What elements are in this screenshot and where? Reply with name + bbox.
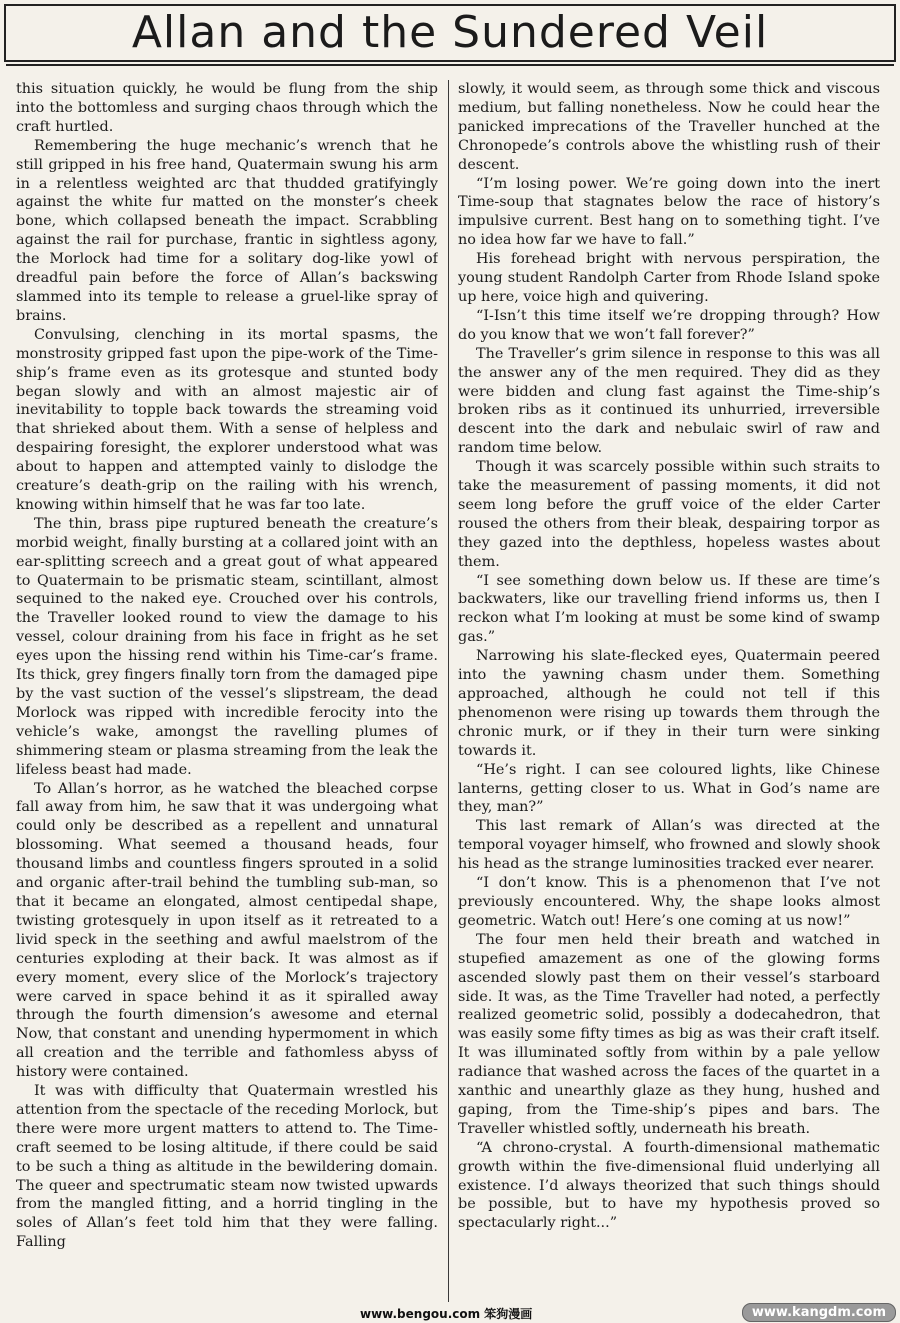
- right-column: [458, 80, 880, 1302]
- page-title: Allan and the Sundered Veil: [4, 4, 896, 62]
- paragraph: To Allan’s horror, as he watched the bleached corpse fall away from him, he saw that it was undergoing what could only be described as a repellent and unnatural blossoming. What seemed a thousand heads, four thousand limbs and countless fingers sprouted in a solid and organic after-trail behind the tumbling sub-man, so that it became an elongated, almost centipedal shape, twisting grotesquely in upon itself as it retreated to a livid speck in the seething and awful maelstrom of the centuries exploding at their back. It was almost as if every moment, every slice of the Morlock’s trajectory were carved in space behind it as it spiralled away through the fourth dimension’s awesome and eternal Now, that constant and unending hypermoment in which all creation and the terrible and fathomless abyss of history were contained.: [16, 780, 438, 1081]
- watermark-badge: www.kangdm.com: [742, 1303, 896, 1322]
- footer: [0, 1303, 900, 1323]
- column-divider: [448, 80, 449, 1302]
- paragraph: The Traveller’s grim silence in response to this was all the answer any of the men required. They did as they were bidden and clung fast against the Time-ship’s broken ribs as it continued its unhurried, irreversible descent into the dark and nebulaic swirl of raw and random time below.: [458, 345, 880, 457]
- paragraph: “I see something down below us. If these are time’s backwaters, like our travelling friend informs us, then I reckon what I’m looking at must be some kind of swamp gas.”: [458, 572, 880, 646]
- paragraph: The four men held their breath and watched in stupefied amazement as one of the glowing forms ascended slowly past them on their vessel’s starboard side. It was, as the Time Traveller had noted, a perfectly realized geometric solid, possibly a dodecahedron, that was easily some fifty times as big as was their craft itself. It was illuminated softly from within by a pale yellow radiance that washed across the faces of the quartet in a xanthic and unearthly glaze as they hung, hushed and gaping, from the Time-ship’s pipes and bars. The Traveller whistled softly, underneath his breath.: [458, 931, 880, 1137]
- paragraph: Convulsing, clenching in its mortal spasms, the monstrosity gripped fast upon the pipe-work of the Time-ship’s frame even as its grotesque and stunted body began slowly and with an almost majestic air of inevitability to topple back towards the streaming void that shrieked about them. With a sense of helpless and despairing foresight, the explorer understood what was about to happen and attempted vainly to dislodge the creature’s death-grip on the railing with his wrench, knowing within himself that he was far too late.: [16, 326, 438, 513]
- paragraph: Narrowing his slate-flecked eyes, Quatermain peered into the yawning chasm under them. Something approached, although he could not tell if this phenomenon were rising up towards them through the chronic murk, or if they in their turn were sinking towards it.: [458, 648, 880, 759]
- paragraph: “A chrono-crystal. A fourth-dimensional mathematic growth within the five-dimensional fluid underlying all existence. I’d always theorized that such things should be possible, but to have my hypothesis proved so spectacularly right...”: [458, 1139, 880, 1232]
- paragraph: His forehead bright with nervous perspiration, the young student Randolph Carter from Rhode Island spoke up here, voice high and quivering.: [458, 251, 880, 305]
- paragraph: This last remark of Allan’s was directed at the temporal voyager himself, who frowned and slowly shook his head as the strange luminosities tracked ever nearer.: [458, 818, 880, 873]
- paragraph: this situation quickly, he would be flung from the ship into the bottomless and surging chaos through which the craft hurtled.: [16, 81, 438, 135]
- footer-site-link[interactable]: www.bengou.com 笨狗漫画: [360, 1307, 533, 1321]
- paragraph: “I don’t know. This is a phenomenon that I’ve not previously encountered. Why, the shape looks almost geometric. Watch out! Here’s one coming at us now!”: [458, 875, 880, 929]
- paragraph: “I-Isn’t this time itself we’re dropping through? How do you know that we won’t fall forever?”: [458, 307, 880, 343]
- paragraph: Remembering the huge mechanic’s wrench that he still gripped in his free hand, Quatermain swung his arm in a relentless weighted arc that thudded gratifyingly against the white fur matted on the monster’s cheek bone, which collapsed beneath the impact. Scrabbling against the rail for purchase, frantic in sightless agony, the Morlock had time for a solitary dog-like yowl of dreadful pain before the force of Allan’s backswing slammed into its temple to release a gruel-like spray of brains.: [16, 137, 438, 324]
- paragraph: Though it was scarcely possible within such straits to take the measurement of passing moments, it did not seem long before the gruff voice of the elder Carter roused the others from their bleak, despairing torpor as they gazed into the depthless, hopeless wastes about them.: [458, 459, 880, 570]
- paragraph: It was with difficulty that Quatermain wrestled his attention from the spectacle of the receding Morlock, but there were more urgent matters to attend to. The Time-craft seemed to be losing altitude, if there could be said to be such a thing as altitude in the bewildering domain. The queer and spectrumatic steam now twisted upwards from the mangled fitting, and a horrid tingling in the soles of Allan’s feet told him that they were falling. Falling: [16, 1083, 438, 1251]
- paragraph: “I’m losing power. We’re going down into the inert Time-soup that stagnates below the race of history’s impulsive current. Best hang on to something tight. I’ve no idea how far we have to fall.”: [458, 175, 880, 249]
- paragraph: “He’s right. I can see coloured lights, like Chinese lanterns, getting closer to us. What in God’s name are they, man?”: [458, 761, 880, 816]
- paragraph: slowly, it would seem, as through some thick and viscous medium, but falling nonetheless. Now he could hear the panicked imprecations of the Traveller hunched at the Chronopede’s controls above the whistling rush of their descent.: [458, 81, 880, 173]
- paragraph: The thin, brass pipe ruptured beneath the creature’s morbid weight, finally bursting at a collared joint with an ear-splitting screech and a great gout of what appeared to Quatermain to be prismatic steam, scintillant, almost sequined to the naked eye. Crouched over his controls, the Traveller looked round to view the damage to his vessel, colour draining from his face in fright as he set eyes upon the hissing rend within his Time-car’s frame. Its thick, grey fingers finally torn from the damaged pipe by the vast suction of the vessel’s slipstream, the dead Morlock was ripped with incredible ferocity into the vehicle’s wake, amongst the ravelling plumes of shimmering steam or plasma streaming from the leak the lifeless beast had made.: [16, 515, 438, 778]
- left-column: [16, 80, 438, 1302]
